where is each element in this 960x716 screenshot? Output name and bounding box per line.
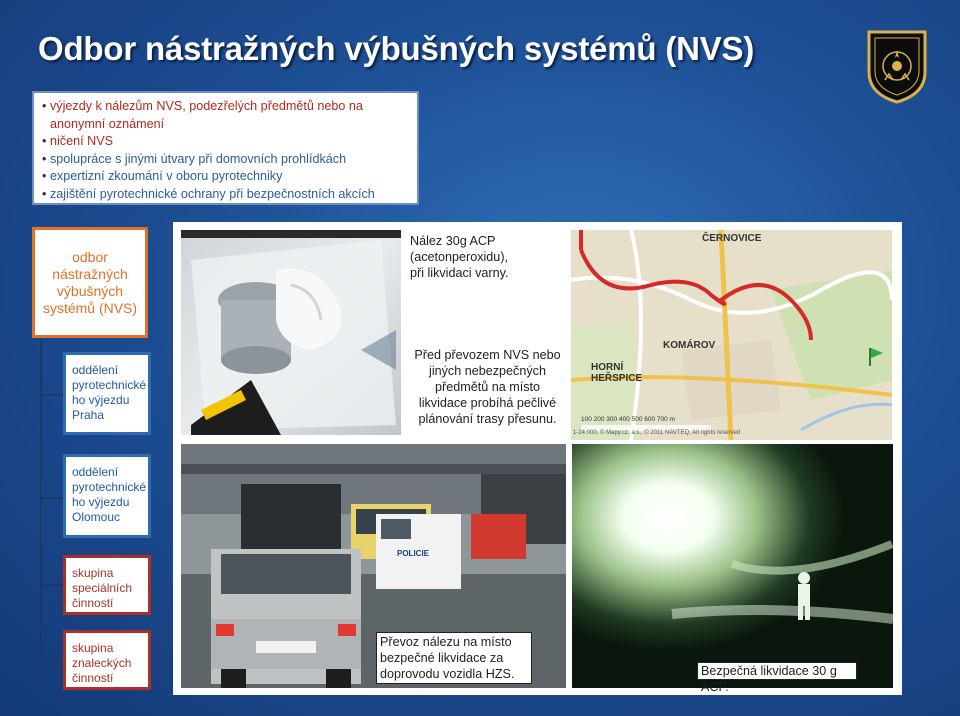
map-copyright: 1-24 000, © Mapy.cz, a.s., © 2011 NAVTEQ, All rights reserved xyxy=(573,430,741,436)
duty-item: • spolupráce s jinými útvary při domovních prohlídkách xyxy=(42,151,409,169)
org-branch-line xyxy=(40,661,63,663)
org-branch-line xyxy=(40,394,63,396)
route-map xyxy=(571,230,892,440)
find-caption: Nález 30g ACP (acetonperoxidu), při likvidaci varny. xyxy=(410,234,509,280)
map-scale: 100 200 300 400 500 600 700 m xyxy=(581,416,675,423)
duty-item-continuation: anonymní oznámení xyxy=(50,116,165,131)
police-emblem-icon xyxy=(865,28,929,104)
duty-item: • ničení NVS xyxy=(42,133,409,151)
disposal-caption: Bezpečná likvidace 30 g ACP. xyxy=(697,662,857,680)
slide-title: Odbor nástražných výbušných systémů (NVS) xyxy=(38,30,755,67)
org-unit-special: skupina speciálních činností xyxy=(63,555,151,615)
duties-list xyxy=(32,91,419,205)
disposal-photo xyxy=(572,444,893,688)
org-main-department: odbor nástražných výbušných systémů (NVS) xyxy=(32,227,148,338)
evidence-photo xyxy=(181,230,401,435)
duty-item: • výjezdy k nálezům NVS, podezřelých předmětů nebo na xyxy=(42,98,409,116)
org-branch-line xyxy=(40,497,63,499)
org-unit-olomouc: oddělení pyrotechnické ho výjezdu Olomouc xyxy=(63,454,151,538)
org-unit-expert: skupina znaleckých činností xyxy=(63,630,151,690)
transport-caption: Před převozem NVS nebo jiných nebezpečných předmětů na místo likvidace probíhá pečlivé plánování trasy přesunu. xyxy=(414,348,561,426)
map-label-horni: HORNÍ xyxy=(591,362,624,373)
org-unit-praha: oddělení pyrotechnické ho výjezdu Praha xyxy=(63,352,151,435)
map-label-herspice: HEŘSPICE xyxy=(591,373,643,384)
duty-item: • expertizní zkoumání v oboru pyrotechniky xyxy=(42,168,409,186)
org-connector-line xyxy=(40,338,42,663)
escort-caption: Převoz nálezu na místo bezpečné likvidace za doprovodu vozidla HZS. xyxy=(376,632,532,684)
duty-item: • zajištění pyrotechnické ochrany při bezpečnostních akcích xyxy=(42,186,409,204)
police-van-label: POLICIE xyxy=(397,549,430,558)
org-branch-line xyxy=(40,584,63,586)
map-label-cernovice: ČERNOVICE xyxy=(702,233,762,244)
map-label-komarov: KOMÁROV xyxy=(663,340,716,351)
